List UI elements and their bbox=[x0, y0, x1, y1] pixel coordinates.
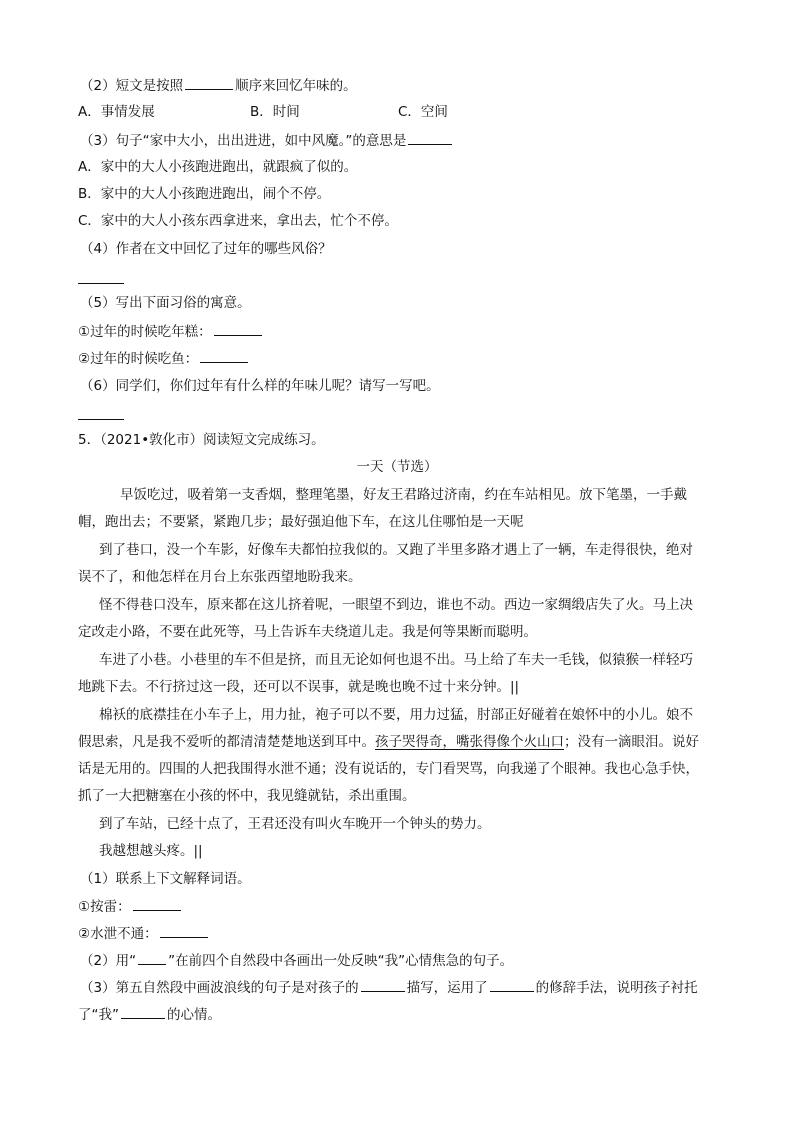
answer-line[interactable] bbox=[78, 282, 124, 284]
answer-line[interactable] bbox=[78, 418, 124, 420]
q5-sub3-text: 了“我” bbox=[78, 1007, 119, 1023]
q5-sub2-text-end: ”在前四个自然段中各画出一处反映“我”心情焦急的句子。 bbox=[168, 953, 514, 969]
q5-sub3-line1 bbox=[80, 977, 698, 998]
q5-sub2-text: （2）用“ bbox=[80, 953, 137, 969]
p7: 我越想越头疼。|| bbox=[99, 843, 203, 859]
option-b[interactable]: B．时间 bbox=[250, 104, 300, 120]
q5-sub2 bbox=[80, 950, 513, 971]
q4-sub5-item-2 bbox=[78, 348, 250, 369]
q4-sub3-option-c[interactable]: C．家中的大人小孩东西拿进来，拿出去，忙个不停。 bbox=[78, 213, 398, 229]
answer-blank[interactable] bbox=[408, 130, 452, 145]
p4-line2: 地跳下去。不行挤过这一段，还可以不误事，就是晚也晚不过十来分钟。|| bbox=[78, 679, 520, 695]
p5-line4: 抓了一大把糖塞在小孩的怀中，我见缝就钻，杀出重围。 bbox=[78, 788, 416, 804]
p6: 到了车站，已经十点了，王君还没有叫火车晚开一个钟头的势力。 bbox=[99, 816, 491, 832]
item-label: ①过年的时候吃年糕： bbox=[78, 324, 212, 340]
p2-line2: 误不了，和他怎样在月台上东张西望地盼我来。 bbox=[78, 569, 362, 585]
option-c[interactable]: C．空间 bbox=[398, 104, 448, 120]
answer-blank[interactable] bbox=[160, 923, 208, 938]
q5-header: 5．（2021•敦化市）阅读短文完成练习。 bbox=[78, 432, 325, 448]
answer-blank[interactable] bbox=[133, 896, 181, 911]
q4-sub5: （5）写出下面习俗的寓意。 bbox=[80, 295, 251, 311]
p5-line1: 棉袄的底襟挂在小车子上，用力扯，袍子可以不要，用力过猛，肘部正好碰着在娘怀中的小儿。娘不 bbox=[99, 707, 693, 723]
p3-line2: 定改走小路，不要在此死等，马上告诉车夫绕道儿走。我是何等果断而聪明。 bbox=[78, 624, 537, 640]
p5-text: 假思索，凡是我不爱听的都清清楚楚地送到耳中。 bbox=[78, 734, 375, 750]
q4-sub3-option-a[interactable]: A．家中的大人小孩跑进跑出，就跟疯了似的。 bbox=[78, 159, 358, 175]
q4-sub4: （4）作者在文中回忆了过年的哪些风俗？ bbox=[80, 241, 332, 257]
q5-sub1-item-2 bbox=[78, 923, 210, 944]
q5-sub3-text: 描写，运用了 bbox=[406, 980, 488, 996]
q4-sub3 bbox=[80, 130, 454, 151]
q4-sub2-text-end: 顺序来回忆年味的。 bbox=[235, 78, 357, 94]
p5-line2 bbox=[78, 732, 699, 752]
answer-blank[interactable] bbox=[138, 950, 166, 965]
q5-sub3-text-end: 的心情。 bbox=[167, 1007, 221, 1023]
q5-sub3-text: 的修辞手法，说明孩子衬托 bbox=[535, 980, 698, 996]
item-label: ②水泄不通： bbox=[78, 926, 158, 942]
p3-line1: 怪不得巷口没车，原来都在这儿挤着呢，一眼望不到边，谁也不动。西边一家绸缎店失了火。马上决 bbox=[99, 597, 693, 613]
q4-sub2-options bbox=[78, 102, 448, 122]
answer-blank[interactable] bbox=[185, 75, 233, 90]
q4-sub6: （6）同学们，你们过年有什么样的年味儿呢？请写一写吧。 bbox=[80, 378, 440, 394]
p1-line2: 帽，跑出去；不要紧，紧跑几步；最好强迫他下车，在这儿住哪怕是一天呢 bbox=[78, 514, 524, 530]
q4-sub2 bbox=[80, 75, 357, 96]
q5-sub1-item-1 bbox=[78, 896, 183, 917]
p4-line1: 车进了小巷。小巷里的车不但是挤，而且无论如何也退不出。马上给了车夫一毛钱，似猿猴一样轻巧 bbox=[99, 652, 693, 668]
item-label: ①按雷： bbox=[78, 899, 131, 915]
p2-line1: 到了巷口，没一个车影，好像车夫都怕拉我似的。又跑了半里多路才遇上了一辆，车走得很快，绝对 bbox=[99, 542, 693, 558]
p5-line3: 话是无用的。四围的人把我围得水泄不通；没有说话的，专门看哭骂，向我递了个眼神。我也心急手快， bbox=[78, 761, 699, 777]
answer-blank[interactable] bbox=[214, 321, 262, 336]
answer-blank[interactable] bbox=[490, 977, 534, 992]
answer-blank[interactable] bbox=[361, 977, 405, 992]
item-label: ②过年的时候吃鱼： bbox=[78, 351, 199, 367]
answer-blank[interactable] bbox=[121, 1004, 165, 1019]
q5-sub1: （1）联系上下文解释词语。 bbox=[80, 871, 251, 887]
q5-sub3-text: （3）第五自然段中画波浪线的句子是对孩子的 bbox=[80, 980, 359, 996]
answer-blank[interactable] bbox=[200, 348, 248, 363]
underlined-sentence: 孩子哭得奇，嘴张得像个火山口 bbox=[375, 734, 564, 750]
q4-sub3-text: （3）句子“家中大小，出出进进，如中风魔。”的意思是 bbox=[80, 133, 407, 149]
q5-sub3-line2 bbox=[78, 1004, 221, 1025]
passage-title: 一天（节选） bbox=[356, 459, 438, 475]
q4-sub2-text: （2）短文是按照 bbox=[80, 78, 184, 94]
q4-sub3-option-b[interactable]: B．家中的大人小孩跑进跑出，闹个不停。 bbox=[78, 186, 331, 202]
option-a[interactable]: A．事情发展 bbox=[78, 104, 155, 120]
q4-sub5-item-1 bbox=[78, 321, 264, 342]
p5-text-end: ；没有一滴眼泪。说好 bbox=[564, 734, 699, 750]
p1-line1: 早饭吃过，吸着第一支香烟，整理笔墨，好友王君路过济南，约在车站相见。放下笔墨，一手戴 bbox=[120, 487, 687, 503]
